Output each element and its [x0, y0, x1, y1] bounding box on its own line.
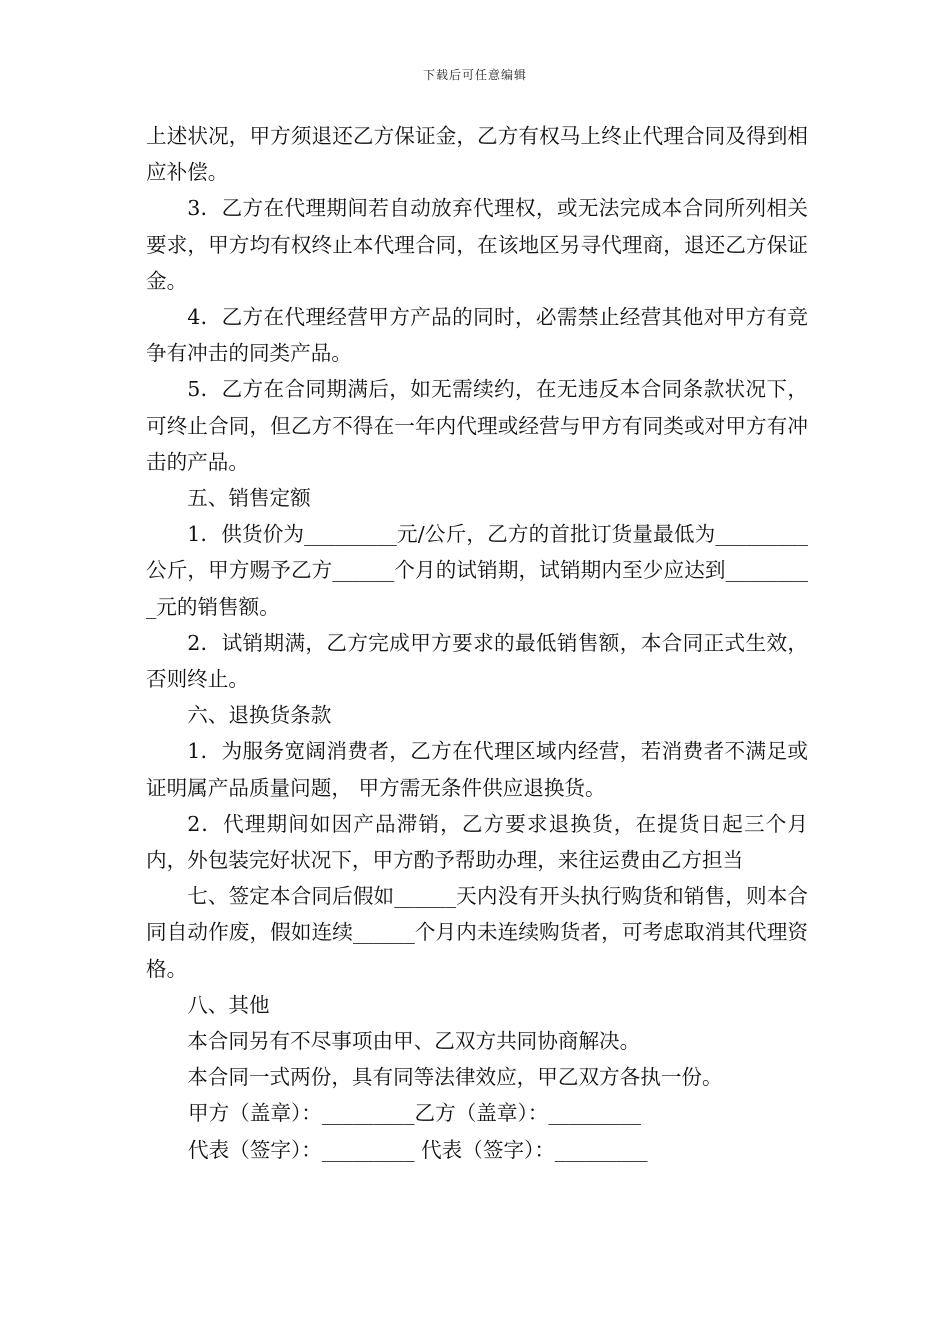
paragraph-continuation: 上述状况，甲方须退还乙方保证金，乙方有权马上终止代理合同及得到相应补偿。 — [146, 124, 808, 185]
section-heading-sales-quota: 五、销售定额 — [187, 486, 311, 511]
document-body — [146, 118, 808, 1168]
page-header: 下载后可任意编辑 — [422, 68, 527, 82]
clause-4-4: 4．乙方在代理经营甲方产品的同时，必需禁止经营其他对甲方有竞争有冲击的同类产品。 — [146, 305, 808, 366]
section-heading-returns: 六、退换货条款 — [187, 703, 332, 728]
clause-8-2: 本合同一式两份，具有同等法律效应，甲乙双方各执一份。 — [187, 1065, 723, 1090]
clause-6-1: 1．为服务宽阔消费者，乙方在代理区域内经营，若消费者不满足或证明属产品质量问题， 甲方需无条件供应退换货。 — [146, 739, 808, 800]
clause-4-3: 3．乙方在代理期间若自动放弃代理权，或无法完成本合同所列相关要求，甲方均有权终止本代理合同，在该地区另寻代理商，退还乙方保证金。 — [146, 196, 808, 293]
clause-5-1: 1．供货价为_________元/公斤，乙方的首批订货量最低为_________公斤，甲方赐予乙方______个月的试销期，试销期内至少应达到_________元的销售额。 — [146, 522, 808, 619]
section-heading-other: 八、其他 — [187, 992, 270, 1017]
signature-line-representative: 代表（签字）：_________ 代表（签字）：_________ — [188, 1137, 648, 1162]
section-7-paragraph: 七、签定本合同后假如______天内没有开头执行购货和销售，则本合同自动作废，假如连续______个月内未连续购货者，可考虑取消其代理资格。 — [146, 884, 808, 981]
clause-8-1: 本合同另有不尽事项由甲、乙双方共同协商解决。 — [187, 1029, 641, 1054]
clause-4-5: 5．乙方在合同期满后，如无需续约，在无违反本合同条款状况下，可终止合同，但乙方不得在一年内代理或经营与甲方有同类或对甲方有冲击的产品。 — [146, 377, 808, 474]
clause-5-2: 2．试销期满，乙方完成甲方要求的最低销售额，本合同正式生效，否则终止。 — [146, 630, 808, 692]
signature-line-seal: 甲方（盖章）：_________乙方（盖章）：_________ — [188, 1101, 642, 1126]
clause-6-2: 2．代理期间如因产品滞销，乙方要求退换货，在提货日起三个月内，外包装完好状况下，甲方酌予帮助办理，来往运费由乙方担当 — [146, 811, 808, 873]
